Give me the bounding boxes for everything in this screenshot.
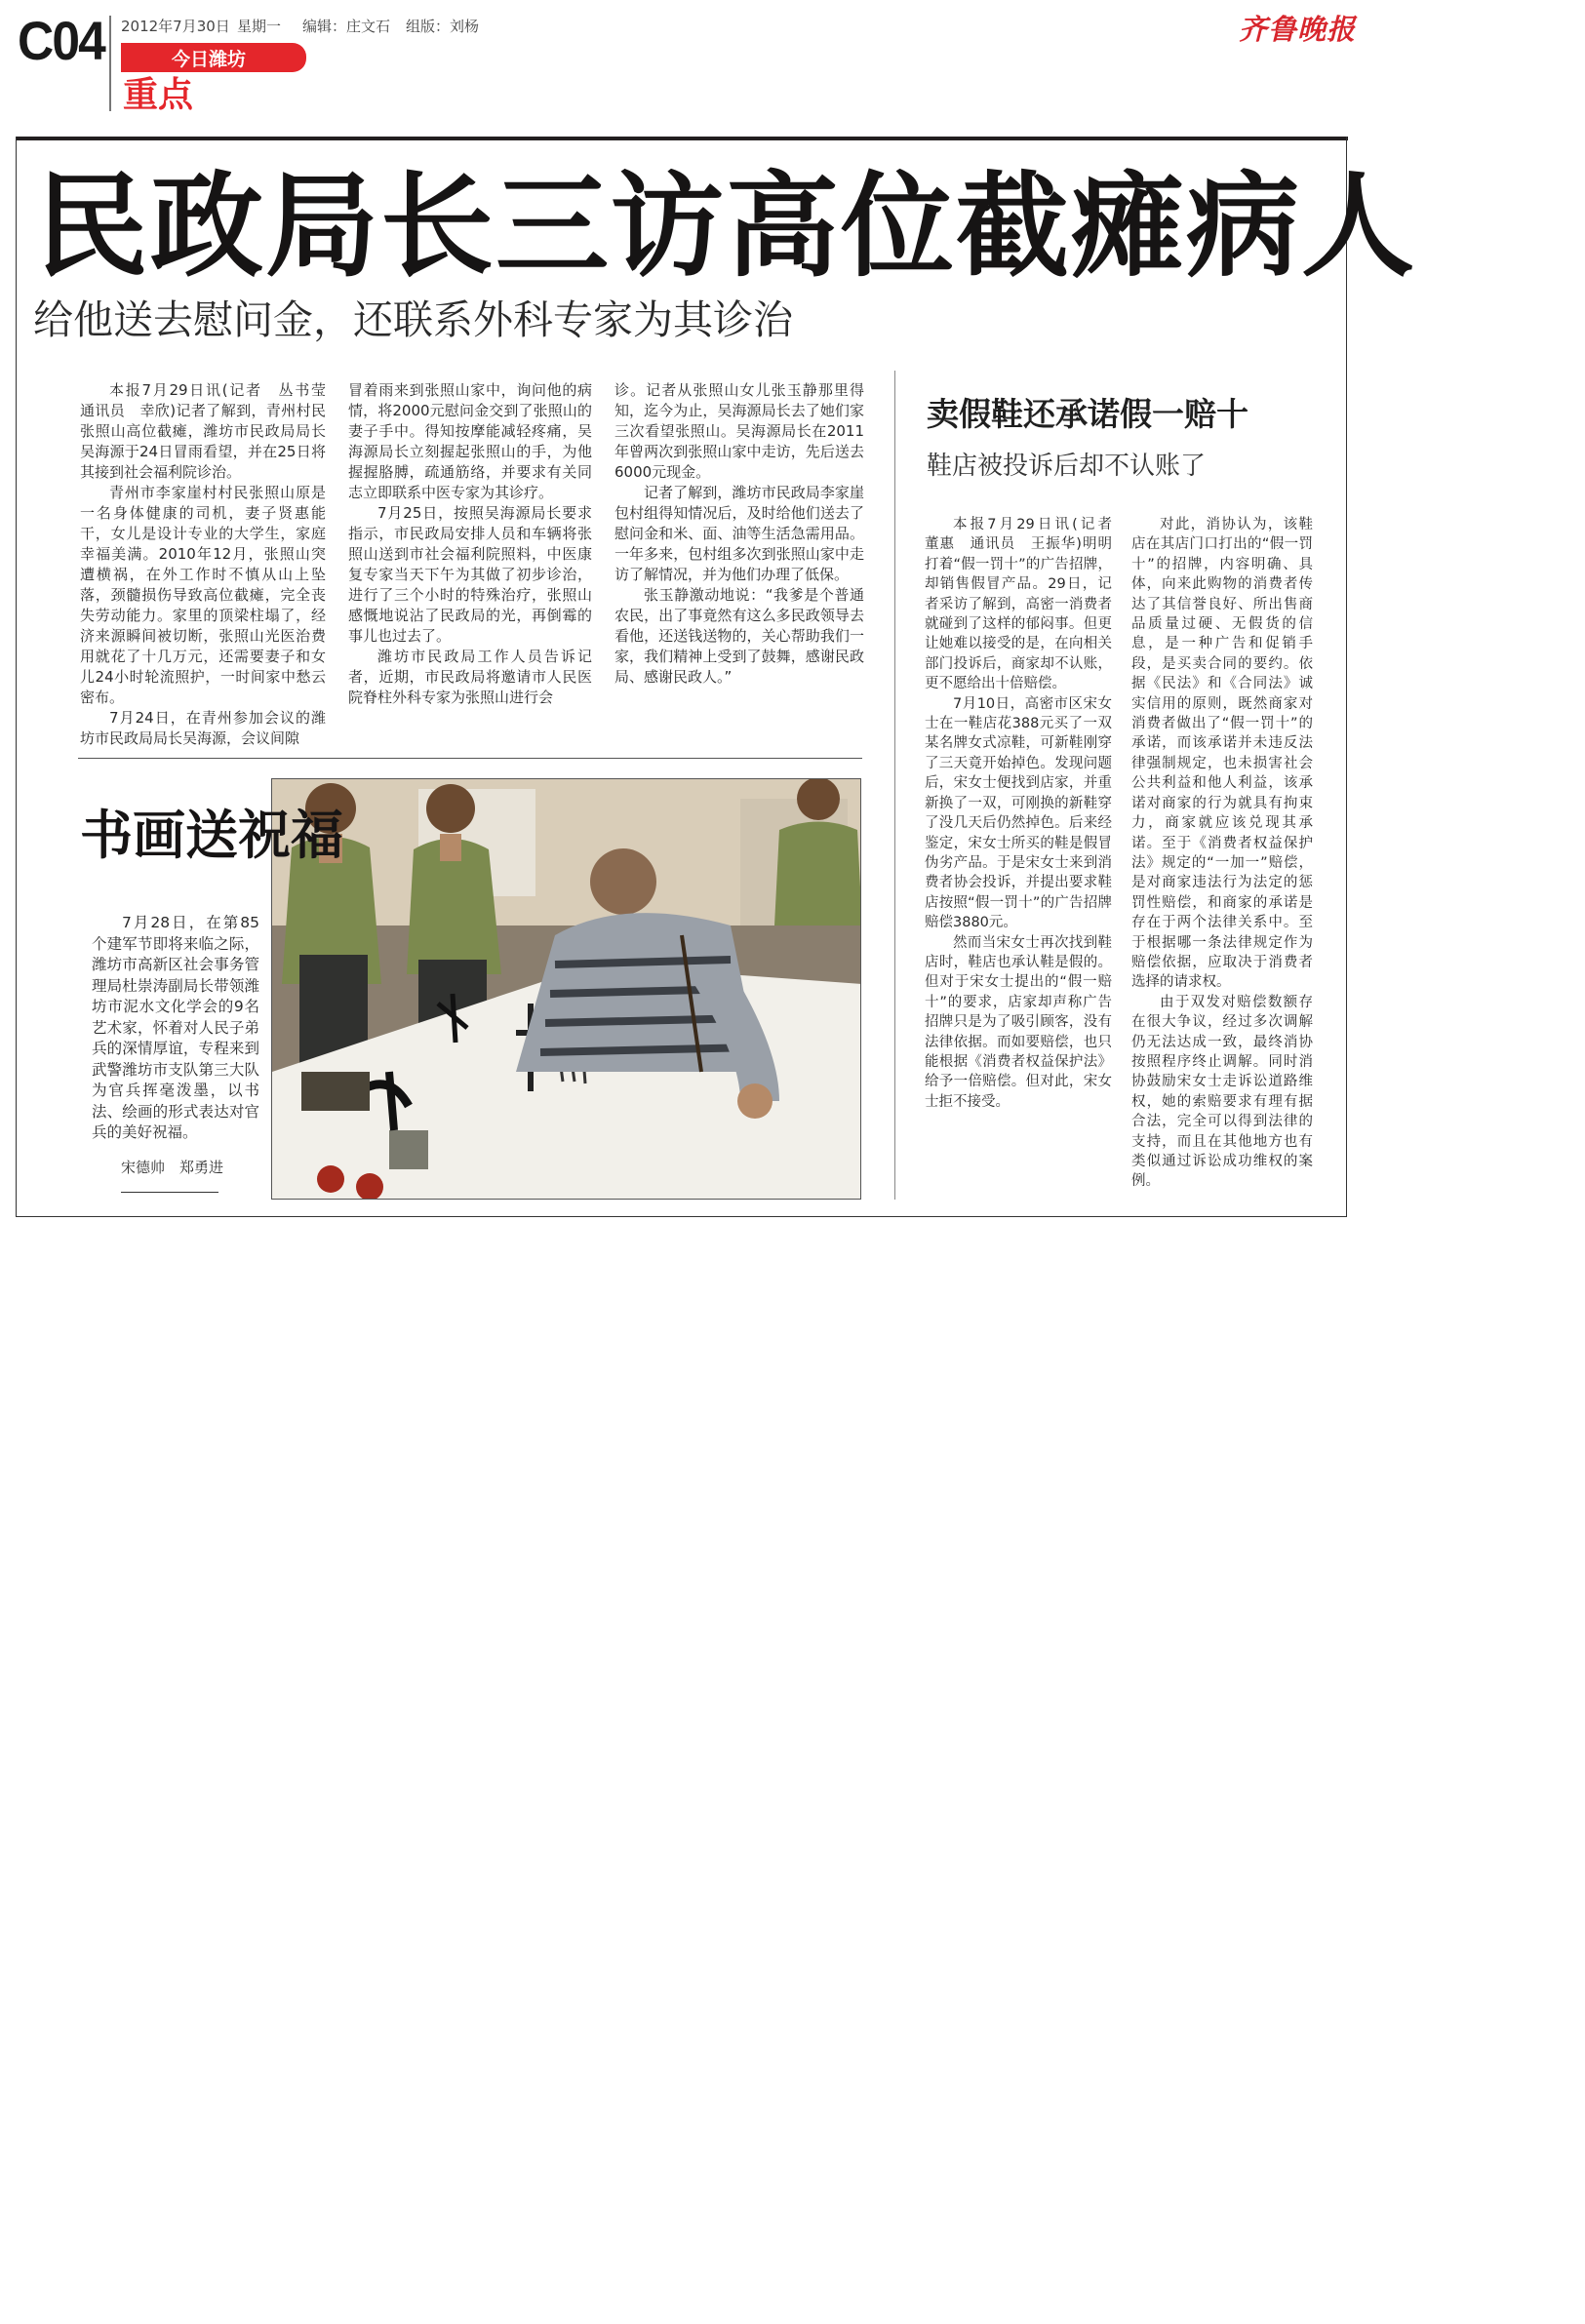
paragraph: 记者了解到，潍坊市民政局李家崖包村组得知情况后，及时给他们送去了慰问金和米、面、油等生活急需用品。一年多来，包村组多次到张照山家中走访了解情况，并为他们办理了低保。 (614, 484, 864, 583)
paragraph: 张玉静激动地说：“我爹是个普通农民，出了事竟然有这么多民政领导去看他，还送钱送物的，关心帮助我们一家，我们精神上受到了鼓舞，感谢民政局、感谢民政人。” (614, 586, 864, 686)
header-divider (109, 16, 111, 111)
paragraph: 本报7月29日讯(记者 董惠 通讯员 王振华)明明打着“假一罚十”的广告招牌，却销售假冒产品。29日，记者采访了解到，高密一消费者就碰到了这样的郁闷事。但更让她难以接受的是，在向相关部门投诉后，商家却不认账，更不愿给出十倍赔偿。 (925, 517, 1127, 692)
side-subhead: 鞋店被投诉后却不认账了 (927, 452, 1207, 481)
caption-rule (121, 1192, 218, 1193)
paragraph: 青州市李家崖村村民张照山原是一名身体健康的司机，妻子贤惠能干，女儿是设计专业的大学生，家庭幸福美满。2010年12月，张照山突遭横祸，在外工作时不慎从山上坠落，颈髓损伤导致高位截瘫，完全丧失劳动能力。家里的顶梁柱塌了，经济来源瞬间被切断，张照山光医治费用就花了十几万元，还需要妻子和女儿24小时轮流照护，一时间家中愁云密布。 (80, 484, 326, 706)
side-story-column-1 (925, 515, 1127, 1112)
header-weekday: 星期一 (237, 18, 282, 35)
paragraph: 然而当宋女士再次找到鞋店时，鞋店也承认鞋是假的。但对于宋女士提出的“假一赔十”的要求，店家却声称广告招牌只是为了吸引顾客，没有法律依据。而如要赔偿，也只能根据《消费者权益保护法》给予一倍赔偿。但对此，宋女士拒不接受。 (925, 934, 1112, 1110)
paragraph: 潍坊市民政局工作人员告诉记者，近期，市民政局将邀请市人民医院脊柱外科专家为张照山进行会 (348, 648, 592, 706)
paragraph: 对此，消协认为，该鞋店在其店门口打出的“假一罚十”的招牌，内容明确、具体，向来此购物的消费者传达了其信誉良好、所出售商品质量过硬、无假货的信息，是一种广告和促销手段，是买卖合同的要约。依据《民法》和《合同法》诚实信用的原则，既然商家对消费者做出了“假一罚十”的承诺，而该承诺并未违反法律强制规定，也未损害社会公共利益和他人利益，该承诺对商家的行为就具有拘束力，商家就应该兑现其承诺。至于《消费者权益保护法》规定的“一加一”赔偿，是对商家违法行为法定的惩罚性赔偿，和商家的承诺是存在于两个法律关系中。至于根据哪一条法律规定作为赔偿依据，应取决于消费者选择的请求权。 (1131, 517, 1313, 991)
main-story-column-2 (348, 380, 592, 708)
calligraphy-photo (271, 778, 861, 1200)
section-tab-label: 今日潍坊 (172, 48, 247, 70)
side-headline: 卖假鞋还承诺假一赔十 (927, 395, 1248, 433)
calligraphy-photo-icon (272, 779, 861, 1200)
paragraph: 本报7月29日讯(记者 丛书莹 通讯员 幸欣)记者了解到，青州村民张照山高位截瘫，潍坊市民政局局长吴海源于24日冒雨看望，并在25日将其接到社会福利院诊治。 (80, 381, 341, 481)
photo-byline: 宋德帅 郑勇进 (121, 1159, 224, 1176)
paragraph: 由于双发对赔偿数额存在很大争议，经过多次调解仍无法达成一致，最终消协按照程序终止调解。同时消协鼓励宋女士走诉讼道路维权，她的索赔要求有理有据合法，完全可以得到法律的支持，而且在其他地方也有类似通过诉讼成功维权的案例。 (1131, 994, 1313, 1190)
paragraph: 7月25日，按照吴海源局长要求指示，市民政局安排人员和车辆将张照山送到市社会福利院照料，中医康复专家当天下午为其做了初步诊治，进行了三个小时的特殊治疗，张照山感慨地说沾了民政局的光，再倒霉的事儿也过去了。 (348, 504, 592, 645)
section-tab (121, 43, 306, 72)
main-story-column-1 (80, 380, 341, 749)
header-editor: 编辑：庄文石 (302, 18, 391, 35)
paragraph: 冒着雨来到张照山家中，询问他的病情，将2000元慰问金交到了张照山的妻子手中。得知按摩能减轻疼痛，吴海源局长立刻握起张照山的手，为他握握胳膊，疏通筋络，并要求有关同志立即联系中医专家为其诊疗。 (348, 381, 592, 501)
main-story-column-3 (614, 380, 864, 688)
main-subhead: 给他送去慰问金，还联系外科专家为其诊治 (33, 296, 793, 343)
section-title: 重点 (123, 75, 194, 115)
page-number: C04 (18, 10, 104, 71)
paragraph: 诊。记者从张照山女儿张玉静那里得知，迄今为止，吴海源局长去了她们家三次看望张照山。吴海源局长在2011年曾两次到张照山家中走访，先后送去6000元现金。 (614, 381, 864, 481)
newspaper-masthead: 齐鲁晚报 (1239, 13, 1357, 46)
main-headline: 民政局长三访高位截瘫病人 (35, 161, 1416, 293)
header-layout: 组版：刘杨 (406, 18, 480, 35)
paragraph: 7月24日，在青州参加会议的潍坊市民政局局长吴海源，会议间隙 (80, 709, 326, 747)
header-date: 2012年7月30日 (121, 18, 230, 35)
paragraph: 7月10日，高密市区宋女士在一鞋店花388元买了一双某名牌女式凉鞋，可新鞋刚穿了三天竟开始掉色。发现问题后，宋女士便找到店家，并重新换了一双，可刚换的新鞋穿了没几天后仍然掉色。后来经鉴定，宋女士所买的鞋是假冒伪劣产品。于是宋女士来到消费者协会投诉，并提出要求鞋店按照“假一罚十”的广告招牌赔偿3880元。 (925, 695, 1112, 931)
caption-text: 7月28日，在第85个建军节即将来临之际，潍坊市高新区社会事务管理局杜崇涛副局长带领潍坊市泥水文化学会的9名艺术家，怀着对人民子弟兵的深情厚谊，专程来到武警潍坊市支队第三大队为官兵挥毫泼墨，以书法、绘画的形式表达对官兵的美好祝福。 (92, 914, 259, 1141)
column-divider (894, 371, 895, 1200)
section-divider (78, 758, 862, 759)
side-story-column-2 (1131, 515, 1313, 1192)
photo-headline: 书画送祝福 (80, 805, 343, 866)
photo-caption (92, 913, 259, 1144)
